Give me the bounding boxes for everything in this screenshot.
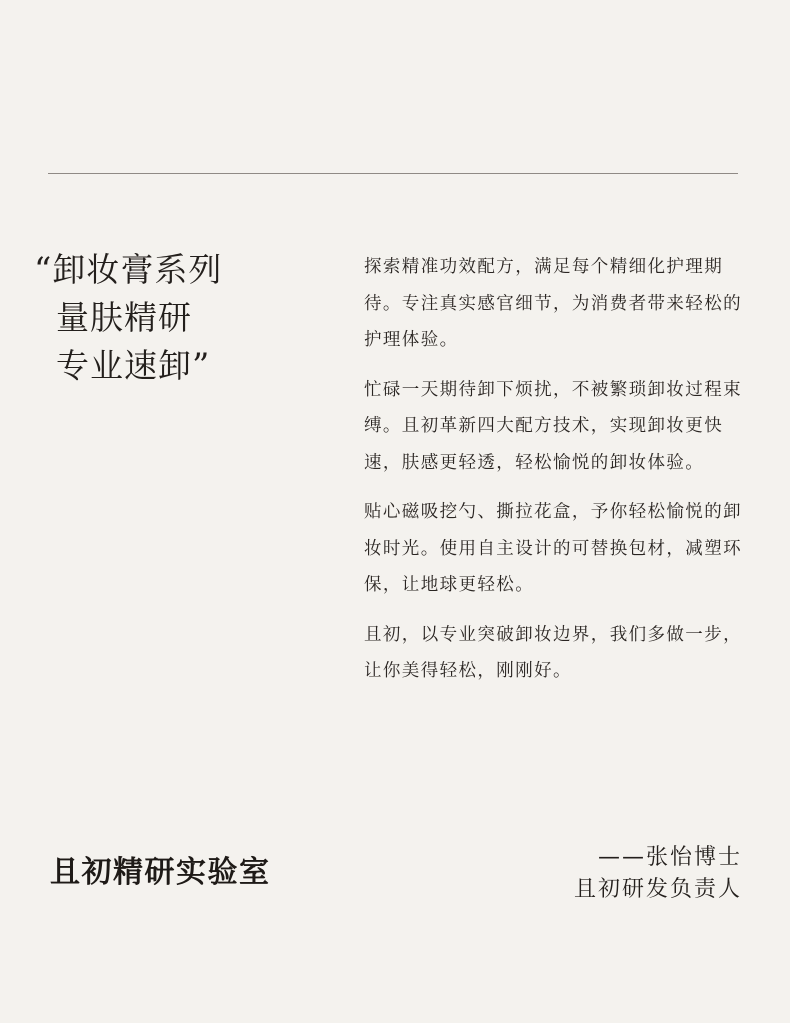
- lab-title: 且初精研实验室: [50, 855, 271, 890]
- quote-text-3: 专业速卸: [56, 346, 192, 385]
- quote-line-3: [34, 342, 334, 390]
- signature: [574, 842, 742, 906]
- quote-text-2: 量肤精研: [56, 298, 192, 337]
- body-text: [364, 249, 744, 703]
- signature-role: 且初研发负责人: [573, 877, 742, 902]
- top-divider: [48, 173, 738, 174]
- paragraph-2: 忙碌一天期待卸下烦扰，不被繁琐卸妆过程束缚。且初革新四大配方技术，实现卸妆更快速，肤感更轻透，轻松愉悦的卸妆体验。: [364, 379, 742, 473]
- close-quote-mark: ”: [192, 346, 211, 386]
- open-quote-mark: “: [34, 250, 53, 290]
- quote-line-2: [34, 294, 334, 342]
- quote-text-1: 卸妆膏系列: [52, 250, 223, 289]
- signature-name: ——张怡博士: [597, 845, 742, 870]
- headline-quote: [34, 246, 334, 390]
- quote-line-1: [34, 246, 334, 294]
- paragraph-3: 贴心磁吸挖勺、撕拉花盒，予你轻松愉悦的卸妆时光。使用自主设计的可替换包材，减塑环保，让地球更轻松。: [364, 502, 742, 595]
- paragraph-4: 且初，以专业突破卸妆边界，我们多做一步，让你美得轻松，刚刚好。: [364, 624, 742, 681]
- paragraph-1: 探索精准功效配方，满足每个精细化护理期待。专注真实感官细节，为消费者带来轻松的护理体验。: [364, 257, 742, 350]
